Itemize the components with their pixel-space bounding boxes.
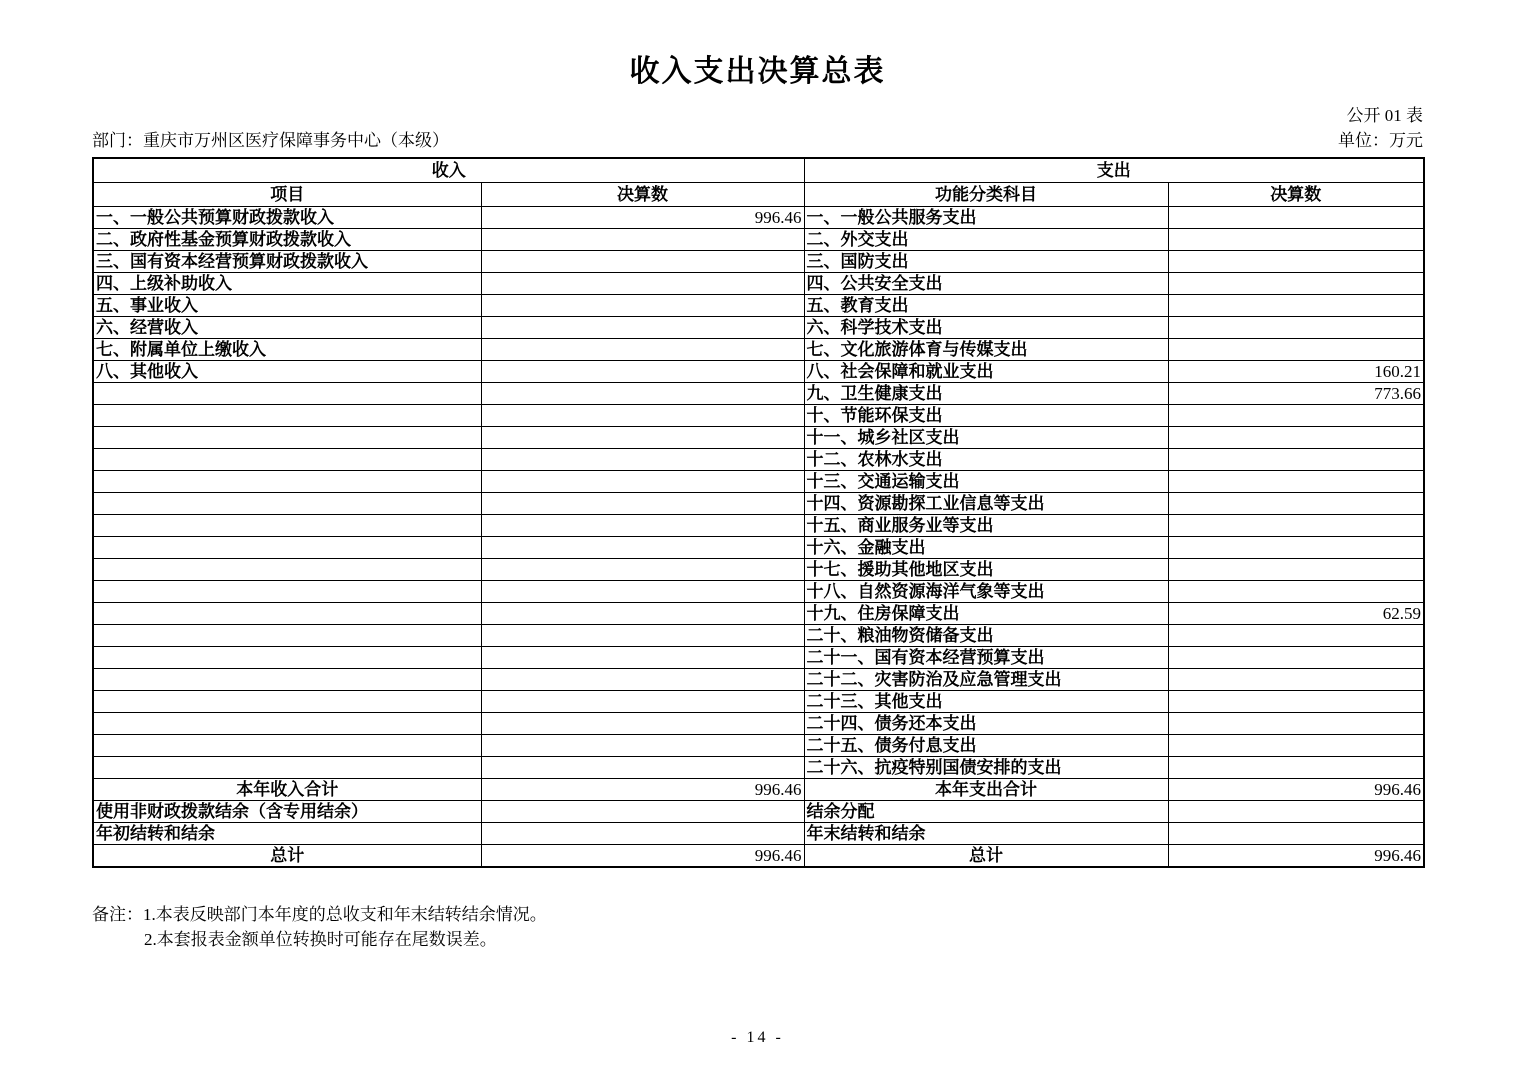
income-summary-value-cell <box>481 800 804 822</box>
income-item-cell <box>93 646 481 668</box>
income-item-cell <box>93 426 481 448</box>
expense-item-cell: 十、节能环保支出 <box>804 404 1168 426</box>
expense-value-cell <box>1168 338 1424 360</box>
income-item-cell: 五、事业收入 <box>93 294 481 316</box>
summary-row <box>93 800 1424 822</box>
expense-item-cell: 二十一、国有资本经营预算支出 <box>804 646 1168 668</box>
income-value-cell <box>481 382 804 404</box>
meta-row <box>92 130 1423 152</box>
expense-item-cell: 八、社会保障和就业支出 <box>804 360 1168 382</box>
table-row <box>93 294 1424 316</box>
table-row <box>93 756 1424 778</box>
expense-summary-label-cell: 本年支出合计 <box>804 778 1168 800</box>
income-summary-label-cell: 总计 <box>93 844 481 867</box>
income-item-cell: 二、政府性基金预算财政拨款收入 <box>93 228 481 250</box>
income-item-cell: 八、其他收入 <box>93 360 481 382</box>
table-row <box>93 646 1424 668</box>
expense-item-cell: 十七、援助其他地区支出 <box>804 558 1168 580</box>
expense-item-cell: 三、国防支出 <box>804 250 1168 272</box>
income-item-cell <box>93 690 481 712</box>
income-value-cell <box>481 756 804 778</box>
income-value-cell <box>481 690 804 712</box>
expense-section-header: 支出 <box>804 158 1424 182</box>
income-value-cell <box>481 492 804 514</box>
expense-value-cell <box>1168 316 1424 338</box>
income-value-cell: 996.46 <box>481 206 804 228</box>
table-row <box>93 360 1424 382</box>
table-row <box>93 206 1424 228</box>
summary-row <box>93 844 1424 867</box>
expense-item-cell: 九、卫生健康支出 <box>804 382 1168 404</box>
expense-item-cell: 四、公共安全支出 <box>804 272 1168 294</box>
income-value-cell <box>481 404 804 426</box>
expense-item-cell: 十三、交通运输支出 <box>804 470 1168 492</box>
expense-value-cell: 62.59 <box>1168 602 1424 624</box>
income-summary-label-cell: 年初结转和结余 <box>93 822 481 844</box>
expense-value-cell <box>1168 734 1424 756</box>
income-item-cell <box>93 756 481 778</box>
table-row <box>93 228 1424 250</box>
income-item-cell <box>93 536 481 558</box>
income-value-cell <box>481 228 804 250</box>
table-row <box>93 470 1424 492</box>
table-header <box>93 158 1424 206</box>
income-item-cell <box>93 492 481 514</box>
income-value-cell <box>481 712 804 734</box>
summary-row <box>93 822 1424 844</box>
expense-value-cell <box>1168 558 1424 580</box>
table-row <box>93 668 1424 690</box>
note-line: 备注：1.本表反映部门本年度的总收支和年末结转结余情况。 <box>92 904 547 924</box>
income-value-cell <box>481 602 804 624</box>
table-row <box>93 426 1424 448</box>
income-value-cell <box>481 514 804 536</box>
income-item-cell: 四、上级补助收入 <box>93 272 481 294</box>
expense-item-cell: 十一、城乡社区支出 <box>804 426 1168 448</box>
expense-value-cell: 773.66 <box>1168 382 1424 404</box>
income-value-cell <box>481 360 804 382</box>
expense-item-cell: 十四、资源勘探工业信息等支出 <box>804 492 1168 514</box>
expense-item-cell: 二、外交支出 <box>804 228 1168 250</box>
expense-value-cell: 160.21 <box>1168 360 1424 382</box>
expense-summary-value-cell <box>1168 822 1424 844</box>
column-header-income-amount: 决算数 <box>481 182 804 206</box>
income-item-cell <box>93 602 481 624</box>
expense-value-cell <box>1168 646 1424 668</box>
expense-summary-value-cell: 996.46 <box>1168 844 1424 867</box>
income-value-cell <box>481 668 804 690</box>
expense-item-cell: 六、科学技术支出 <box>804 316 1168 338</box>
income-summary-label-cell: 使用非财政拨款结余（含专用结余） <box>93 800 481 822</box>
notes <box>92 902 1423 952</box>
income-value-cell <box>481 536 804 558</box>
summary-row <box>93 778 1424 800</box>
income-item-cell <box>93 624 481 646</box>
expense-item-cell: 十五、商业服务业等支出 <box>804 514 1168 536</box>
table-row <box>93 404 1424 426</box>
table-row <box>93 602 1424 624</box>
table-row <box>93 712 1424 734</box>
table-row <box>93 580 1424 602</box>
table-row <box>93 514 1424 536</box>
expense-item-cell: 五、教育支出 <box>804 294 1168 316</box>
income-value-cell <box>481 294 804 316</box>
expense-item-cell: 十九、住房保障支出 <box>804 602 1168 624</box>
expense-value-cell <box>1168 514 1424 536</box>
income-value-cell <box>481 250 804 272</box>
table-row <box>93 448 1424 470</box>
column-header-row <box>93 182 1424 206</box>
expense-value-cell <box>1168 668 1424 690</box>
expense-item-cell: 二十四、债务还本支出 <box>804 712 1168 734</box>
table-row <box>93 382 1424 404</box>
expense-value-cell <box>1168 492 1424 514</box>
expense-value-cell <box>1168 712 1424 734</box>
expense-item-cell: 二十五、债务付息支出 <box>804 734 1168 756</box>
table-row <box>93 536 1424 558</box>
income-value-cell <box>481 426 804 448</box>
table-row <box>93 250 1424 272</box>
table-row <box>93 316 1424 338</box>
table-row <box>93 492 1424 514</box>
expense-item-cell: 一、一般公共服务支出 <box>804 206 1168 228</box>
expense-item-cell: 二十、粮油物资储备支出 <box>804 624 1168 646</box>
column-header-expense-amount: 决算数 <box>1168 182 1424 206</box>
expense-item-cell: 二十二、灾害防治及应急管理支出 <box>804 668 1168 690</box>
income-value-cell <box>481 734 804 756</box>
income-value-cell <box>481 646 804 668</box>
expense-summary-label-cell: 总计 <box>804 844 1168 867</box>
income-section-header: 收入 <box>93 158 804 182</box>
table-row <box>93 338 1424 360</box>
income-item-cell <box>93 470 481 492</box>
table-row <box>93 734 1424 756</box>
income-value-cell <box>481 316 804 338</box>
income-item-cell <box>93 580 481 602</box>
income-item-cell <box>93 382 481 404</box>
form-label: 公开 01 表 <box>1346 106 1423 125</box>
table-row <box>93 558 1424 580</box>
expense-summary-label-cell: 结余分配 <box>804 800 1168 822</box>
expense-value-cell <box>1168 272 1424 294</box>
expense-summary-value-cell: 996.46 <box>1168 778 1424 800</box>
expense-value-cell <box>1168 580 1424 602</box>
income-item-cell <box>93 404 481 426</box>
income-value-cell <box>481 558 804 580</box>
section-header-row <box>93 158 1424 182</box>
expense-item-cell: 七、文化旅游体育与传媒支出 <box>804 338 1168 360</box>
expense-value-cell <box>1168 228 1424 250</box>
expense-value-cell <box>1168 470 1424 492</box>
income-value-cell <box>481 580 804 602</box>
expense-value-cell <box>1168 404 1424 426</box>
expense-item-cell: 十二、农林水支出 <box>804 448 1168 470</box>
page-number: - 14 - <box>731 1029 784 1046</box>
column-header-expense-category: 功能分类科目 <box>804 182 1168 206</box>
income-value-cell <box>481 448 804 470</box>
department-label: 部门：重庆市万州区医疗保障事务中心（本级） <box>92 131 449 150</box>
expense-summary-label-cell: 年末结转和结余 <box>804 822 1168 844</box>
income-item-cell <box>93 514 481 536</box>
expense-value-cell <box>1168 536 1424 558</box>
expense-value-cell <box>1168 294 1424 316</box>
table-body <box>93 206 1424 867</box>
table-row <box>93 272 1424 294</box>
income-item-cell <box>93 734 481 756</box>
table-row <box>93 624 1424 646</box>
income-item-cell <box>93 712 481 734</box>
income-item-cell <box>93 668 481 690</box>
table-row <box>93 690 1424 712</box>
income-summary-value-cell: 996.46 <box>481 844 804 867</box>
income-item-cell <box>93 448 481 470</box>
column-header-income-item: 项目 <box>93 182 481 206</box>
expense-value-cell <box>1168 448 1424 470</box>
income-item-cell: 三、国有资本经营预算财政拨款收入 <box>93 250 481 272</box>
expense-value-cell <box>1168 426 1424 448</box>
note-line: 2.本套报表金额单位转换时可能存在尾数误差。 <box>144 929 497 949</box>
income-value-cell <box>481 338 804 360</box>
income-item-cell: 七、附属单位上缴收入 <box>93 338 481 360</box>
income-value-cell <box>481 470 804 492</box>
expense-item-cell: 十八、自然资源海洋气象等支出 <box>804 580 1168 602</box>
income-item-cell: 一、一般公共预算财政拨款收入 <box>93 206 481 228</box>
income-item-cell <box>93 558 481 580</box>
income-value-cell <box>481 624 804 646</box>
page-title: 收入支出决算总表 <box>629 55 886 88</box>
unit-label: 单位：万元 <box>1338 131 1423 150</box>
expense-value-cell <box>1168 690 1424 712</box>
expense-summary-value-cell <box>1168 800 1424 822</box>
expense-item-cell: 十六、金融支出 <box>804 536 1168 558</box>
income-summary-value-cell: 996.46 <box>481 778 804 800</box>
income-value-cell <box>481 272 804 294</box>
expense-value-cell <box>1168 624 1424 646</box>
expense-item-cell: 二十三、其他支出 <box>804 690 1168 712</box>
expense-value-cell <box>1168 756 1424 778</box>
income-summary-label-cell: 本年收入合计 <box>93 778 481 800</box>
expense-value-cell <box>1168 250 1424 272</box>
expense-item-cell: 二十六、抗疫特别国债安排的支出 <box>804 756 1168 778</box>
income-summary-value-cell <box>481 822 804 844</box>
budget-table <box>92 157 1425 868</box>
income-item-cell: 六、经营收入 <box>93 316 481 338</box>
expense-value-cell <box>1168 206 1424 228</box>
